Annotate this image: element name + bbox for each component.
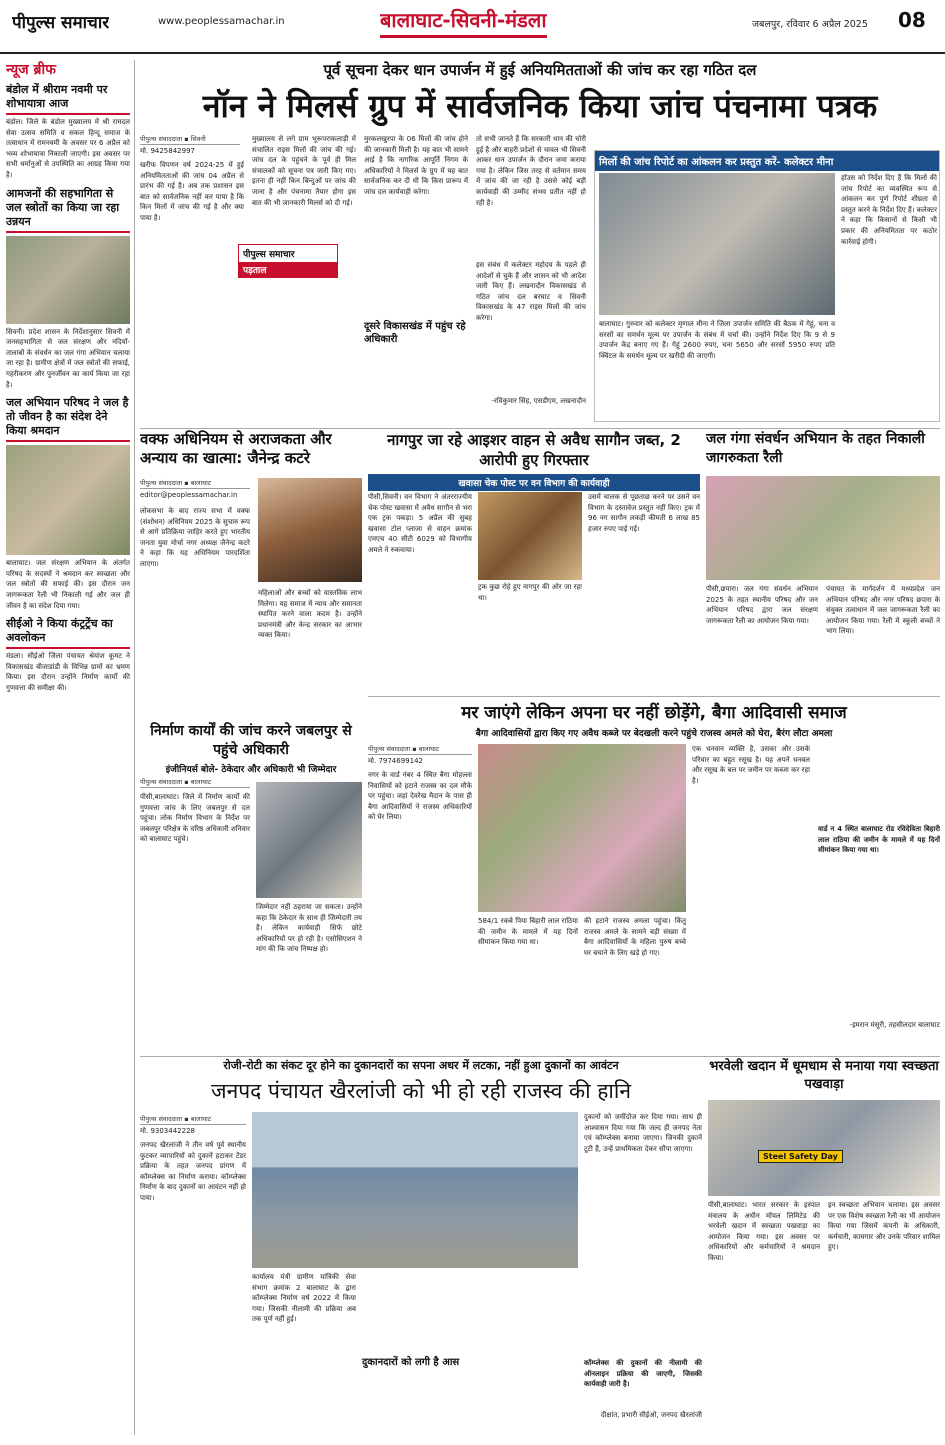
baiga-subhead: बैगा आदिवासियों द्वारा किए गए अवैध कब्जे पर बेदखली करने पहुंचे राजस्व अमले को घेरा, बैरंग लौटा अमला bbox=[475, 729, 833, 739]
section-title: बालाघाट-सिवनी-मंडला bbox=[380, 6, 547, 38]
kherlanji-headline: जनपद पंचायत खैरलांजी को भी हो रही राजस्व की हानि bbox=[211, 1079, 631, 1103]
lead-headline: नॉन ने मिलर्स ग्रुप में सार्वजनिक किया जांच पंचनामा पत्रक bbox=[202, 87, 878, 125]
jalganga-headline: जल गंगा संवर्धन अभियान के तहत निकाली जागरुकता रैली bbox=[706, 431, 925, 466]
protest-crowd-photo bbox=[478, 744, 686, 912]
inspection-subhead: इंजीनियर्स बोले- ठेकेदार और अधिकारी भी जिम्मेदार bbox=[165, 765, 337, 775]
lead-quote: इस संबंध में कलेक्टर महोदय के पहले ही आदेशों से चुके हैं और शासन को भी आदेश जारी किए हैं। लखनादौन विकासखंड से गठित जांच दल बरघाट व सिवनी विकासखंड के 47 राइस मिलों की जांच करेगा। bbox=[476, 261, 586, 322]
jalganga-body-2: पंचायत के मार्गदर्शन में मध्यप्रदेश जन अभियान परिषद और नगर परिषद छपारा के संयुक्त तत्वाधान में जल जागरूकता रैली का आयोजन किया गया। रैली में स्कूली बच्चों ने भाग लिया। bbox=[826, 585, 940, 636]
portrait-photo bbox=[258, 478, 362, 582]
lead-col-3: मुरकलखुरपा के 06 मिलों की जांच होने की जानकारी मिली है। यह बात भी सामने आई है कि नागरिक आपूर्ति निगम के अधिकारियों ने मिलर्स के ग्रुप में यह बात सार्वजनिक कर दी थी कि किस प्रारूप में जांच दल कार्यवाही करेगा। bbox=[364, 135, 468, 196]
investigation-logo-sub: पड़ताल bbox=[239, 262, 337, 277]
news-brief-column bbox=[6, 60, 130, 1435]
masthead bbox=[0, 0, 945, 54]
baiga-phone: मो. 7974699142 bbox=[368, 757, 423, 765]
jalganga-story bbox=[706, 430, 940, 692]
baiga-body-3: एक धनवान व्यक्ति है, उसका और उसके परिवार का बहुत रसूख है। यह अपने धनबल और रसूख के बल पर जमीन पर कब्जा कर रहा है। bbox=[692, 745, 810, 785]
waqf-headline: वक्फ अधिनियम से अराजकता और अन्याय का खात्मा: जैनेन्द्र कटरे bbox=[140, 430, 332, 467]
shop-complex-photo bbox=[252, 1112, 578, 1268]
collector-right-text: हॉउस को निर्देश दिए हैं कि मिलों की जांच रिपोर्ट का व्यवस्थित रूप से आंकलन कर पूर्ण रिपोर्ट शीघ्रता से प्रस्तुत करने के निर्देश दिए हैं। कलेक्टर ने कहा कि किसानों से किसी भी प्रकार की अनियमितता पर कठोर कार्रवाई होगी। bbox=[841, 174, 937, 246]
brand-logo: पीपुल्स समाचार bbox=[12, 13, 110, 33]
kherlanji-subhead: दुकानदारों को लगी है आस bbox=[362, 1357, 460, 1368]
waqf-body-2: महिलाओं और बच्चों को वास्तविक लाभ मिलेगा। यह समाज में न्याय और समानता स्थापित करने वाला कदम है। उन्होंने प्रधानमंत्री और केन्द्र सरकार का आभार व्यक्त किया। bbox=[258, 589, 362, 640]
waqf-email: editor@peoplessamachar.in bbox=[140, 491, 238, 499]
waqf-body-1: लोकसभा के बाद राज्य सभा में वक्फ (संशोधन) अधिनियम 2025 के सुचारु रूप से आगे प्रतिक्रिया जाहिर करते हुए भारतीय जनता युवा मोर्चा नगर अध्यक्ष जैनेन्द्र कटरे ने कहा कि यह अधिनियम पारदर्शिता लाएगा। bbox=[140, 507, 250, 568]
baiga-headline: मर जाएंगे लेकिन अपना घर नहीं छोड़ेंगे, बैगा आदिवासी समाज bbox=[461, 703, 847, 723]
teak-headline: नागपुर जा रहे आइशर वाहन से अवैध सागौन जब्त, 2 आरोपी हुए गिरफ्तार bbox=[387, 431, 681, 469]
kherlanji-byline: पीपुल्स संवाददाता ▪ बालाघाट bbox=[140, 1114, 246, 1125]
collector-header: मिलों की जांच रिपोर्ट का आंकलन कर प्रस्तुत करें- कलेक्टर मीना bbox=[595, 151, 939, 171]
collector-box bbox=[594, 150, 940, 422]
kherlanji-phone: मो. 9303442228 bbox=[140, 1127, 195, 1135]
safety-banner: Steel Safety Day bbox=[758, 1150, 843, 1163]
inspection-body-1: पीसी,बालाघाट। जिले में निर्माण कार्यों की गुणवत्ता जांच के लिए जबलपुर से दल पहुंचा। लोक निर्माण विभाग के निर्देश पर जबलपुर परिक्षेत्र के वरिष्ठ अधिकारी शनिवार को बालाघाट पहुंचे। bbox=[140, 793, 250, 844]
lead-subhead: दूसरे विकासखंड में पहुंच रहे अधिकारी bbox=[364, 321, 466, 345]
investigation-logo-text: पीपुल्स समाचार bbox=[243, 250, 295, 260]
lead-quote-credit: -रविकुमार सिंह, एसडीएम, लखनादौन bbox=[491, 397, 586, 405]
baiga-body-1: नगर के वार्ड नंबर 4 स्थित बैगा मोहल्ला निवासियों को हटाने राजस्व का दल मौके पर पहुंचा। जहां देवरेख मैदान के पास ही बैगा आदिवासियों ने राजस्व अधिकारियों को घेर लिया। bbox=[368, 771, 472, 822]
brief-headline: जल अभियान परिषद ने जल है तो जीवन है का संदेश देने किया श्रमदान bbox=[6, 396, 130, 442]
baiga-byline: पीपुल्स संवाददाता ▪ बालाघाट bbox=[368, 744, 472, 755]
kherlanji-body-2: कार्यालय मंत्री ग्रामीण यांत्रिकी सेवा संभाग क्रमांक 2 बालाघाट के द्वारा कॉम्प्लेक्स निर्माण वर्ष 2022 में किया गया। जिसकी नीलामी की प्रक्रिया अब तक पूर्ण नहीं हुई। bbox=[252, 1273, 356, 1324]
brief-body: बालाघाट। जल संरक्षण अभियान के अंतर्गत परिषद के सदस्यों ने श्रमदान कर स्वच्छता और जल स्त्रोतों की सफाई की। इस दौरान जन जागरूकता रैली भी निकाली गई और जल ही जीवन है का संदेश दिया गया। bbox=[6, 559, 130, 610]
lead-phone: मो. 9425842997 bbox=[140, 147, 195, 155]
brief-headline: सीईओ ने किया कंट्रट्रेंच का अवलोकन bbox=[6, 617, 130, 649]
dateline: जबलपुर, रविवार 6 अप्रैल 2025 bbox=[752, 19, 868, 30]
news-brief-tag: न्यूज ब्रीफ bbox=[6, 62, 56, 78]
inspection-story bbox=[140, 722, 362, 1052]
baiga-story bbox=[368, 700, 940, 1052]
baiga-body-2: की हटाने राजस्व अमला पहुंचा। किंतु राजस्व अमले के सामने बड़ी संख्या में बैगा आदिवासियों के महिला पुरुष बच्चे घर बचाने के लिए खड़े हो गए। bbox=[584, 917, 686, 957]
swachhata-body-1: पीसी,बालाघाट। भारत सरकार के इस्पात मंत्रालय के अधीन मॉयल लिमिटेड की भरवेली खदान में स्वच्छता पखवाड़ा का आयोजन किया गया। इस अवसर पर अधिकारियों और कर्मचारियों ने श्रमदान किया। bbox=[708, 1201, 820, 1262]
jalganga-body-1: पीसी,छपारा। जल गंगा संवर्धन अभियान 2025 के तहत स्थानीय परिषद और जन अभियान परिषद द्वारा जल संरक्षण जागरूकता रैली का आयोजन किया गया। bbox=[706, 585, 818, 625]
kherlanji-quote-credit: दीक्षांत, प्रभारी सीईओ, जनपद खैरलांजी bbox=[600, 1411, 702, 1419]
baiga-credit: -इमरान मंसूरी, तहसीलदार बालाघाट bbox=[849, 1021, 940, 1029]
lead-col-1: खरीफ विपणन वर्ष 2024-25 में हुई अनियमितताओं की जांच 04 अप्रैल से प्रारंभ की गई है। अब तक प्रशासन इस बात को सार्वजनिक नहीं कर पाया है कि किन मिलों में जांच की गई है और क्या पाया है। bbox=[140, 161, 244, 222]
website: www.peoplessamachar.in bbox=[158, 16, 285, 27]
baiga-caption: 584/1 रकबे पिया बिहारी लाल राठिया की जमीन के मामले में यह दिनों सीमांकन किया गया था। bbox=[478, 917, 578, 947]
swachhata-story bbox=[708, 1058, 940, 1438]
teak-body-2: उसमें चालक से पूछताछ करने पर उसने वन विभाग के दस्तावेज प्रस्तुत नहीं किए। ट्रक में 96 नग सागौन लकड़ी कीमती 6 लाख 85 हजार रुपए पाई गई। bbox=[588, 493, 700, 533]
kherlanji-story bbox=[140, 1058, 702, 1438]
seized-timber-photo bbox=[478, 492, 582, 580]
lead-col-4: तो सभी जानते हैं कि सरकारी धान की चोरी हुई है और बाहरी प्रदेशों से चावल भी सिवनी आकर धान उपार्जन के दौरान जमा कराया गया है। लेकिन जिस तरह से वर्तमान समय में जांच की जा रही है उससे कोई बड़ी कार्यवाही की उम्मीद संभव प्रतीत नहीं हो रही है। bbox=[476, 135, 586, 207]
inspection-body-2: जिम्मेदार नहीं ठहराया जा सकता। उन्होंने कहा कि ठेकेदार के साथ ही जिम्मेदारी तय है। लेकिन कार्यवाही सिर्फ छोटे अधिकारियों पर हो रही है। एसोसिएशन ने मांग की कि जांच निष्पक्ष हो। bbox=[256, 903, 362, 954]
baiga-side-note: वार्ड न 4 स्थित बालाघाट रोड रविदेविता बिहारी लाल राठिया की जमीन के मामले में यह दिनों सीमांकन किया गया था। bbox=[818, 825, 940, 855]
kherlanji-body-1: जनपद खैरलांजी ने तीन वर्ष पूर्व स्थानीय फुटकर व्यापारियों को दुकानें हटाकर टेंडर प्रक्रिया के तहत जनपद प्रांगण में कॉम्प्लेक्स का निर्माण कराया। कॉम्प्लेक्स निर्माण के बाद दुकानों का आवंटन नहीं हो पाया। bbox=[140, 1141, 246, 1202]
lead-story bbox=[140, 134, 590, 424]
page-number: 08 bbox=[898, 8, 926, 32]
brief-body: मंडला। सीईओ जिला पंचायत श्रेयांश कूमट ने विकासखंड बीजाडांडी के विभिन्न ग्रामों का भ्रमण किया। इस दौरान उन्होंने निर्माण कार्यों की गुणवत्ता की समीक्षा की। bbox=[6, 652, 130, 692]
lead-byline: पीपुल्स संवाददाता ▪ सिवनी bbox=[140, 134, 240, 145]
inspection-photo bbox=[256, 782, 362, 898]
teak-caption: ट्रक कुछ रोहे हुए नागपुर की ओर जा रहा था। bbox=[478, 583, 582, 602]
waqf-byline: पीपुल्स संवाददाता ▪ बालाघाट bbox=[140, 478, 250, 489]
swachhata-body-2: इन स्वच्छता अभियान चलाया। इस अवसर पर एक विशेष स्वच्छता रैली का भी आयोजन किया गया जिसमें कंपनी के अधिकारी, कर्मचारी, कामगार और उनके परिवार शामिल हुए। bbox=[828, 1201, 940, 1252]
kherlanji-body-3: दुकानों को जमींदोज कर दिया गया। साथ ही आश्वासन दिया गया कि जल्द ही जनपद नेता एवं कॉम्प्लेक्स बनाया जाएगा। जिनकी दुकानें टूटी हैं, उन्हें प्राथमिकता देकर सौंपा जाएगा। bbox=[584, 1113, 702, 1153]
inspection-byline: पीपुल्स संवाददाता ▪ बालाघाट bbox=[140, 777, 250, 788]
kherlanji-kicker: रोजी-रोटी का संकट दूर होने का दुकानदारों का सपना अधर में लटका, नहीं हुआ दुकानों का आवंटन bbox=[223, 1059, 619, 1072]
teak-story bbox=[368, 430, 700, 692]
safety-day-photo bbox=[708, 1100, 940, 1196]
swachhata-headline: भरवेली खदान में धूमधाम से मनाया गया स्वच्छता पखवाड़ा bbox=[709, 1059, 939, 1092]
brief-photo bbox=[6, 236, 130, 324]
teak-subhead: खवासा चेक पोस्ट पर वन विभाग की कार्यवाही bbox=[368, 474, 700, 491]
kherlanji-quote: कॉम्प्लेक्स की दुकानों की नीलामी की ऑनलाइन प्रक्रिया की जाएगी, जिसकी कार्यवाही जारी है। bbox=[584, 1359, 702, 1389]
meeting-photo bbox=[599, 173, 835, 315]
brief-body: बंडोल। जिले के बंडोल मुख्यालय में श्री रामदल सेवा उत्सव समिति व सकल हिन्दू समाज के तत्वाधान में रामनवमी के अवसर पर 6 अप्रैल को भव्य शोभायात्रा निकाली जाएगी। इस अवसर पर सभी धर्मानुओं से उपस्थिति का आग्रह किया गया है। bbox=[6, 118, 130, 179]
brief-body: सिवनी। प्रदेश शासन के निर्देशानुसार सिवनी में जनसहभागिता से जल संरक्षण और नदियों-तालाबों के संवर्धन का जल गंगा अभियान चलाया जा रहा है। ग्रामीण क्षेत्रों में जल स्त्रोतों की सफाई, गहरीकरण और पुनर्जीवन का कार्य किया जा रहा है। bbox=[6, 327, 130, 389]
lead-kicker: पूर्व सूचना देकर धान उपार्जन में हुई अनियमितताओं की जांच कर रहा गठित दल bbox=[323, 61, 757, 79]
collector-caption: बालाघाट। गुरुवार को कलेक्टर मृणाल मीना ने जिला उपार्जन समिति की बैठक में गेहूं, चना व सरसों का समर्थन मूल्य पर उपार्जन के संबंध में चर्चा की। उन्होंने निर्देश दिए कि 9 से 9 उपार्जन केंद्र बनाए गए हैं। गेहूं 2600 रुपए, चना 5650 और सरसों 5950 रुपए प्रति क्विंटल के समर्थन मूल्य पर खरीदी की जाएगी। bbox=[599, 320, 835, 360]
inspection-headline: निर्माण कार्यों की जांच करने जबलपुर से पहुंचे अधिकारी bbox=[150, 723, 352, 758]
teak-body-1: पीसी,सिवनी। वन विभाग ने अंतरराज्यीय चेक पोस्ट खवासा में अवैध सागौन से भरा एक ट्रक पकड़ा। 5 अप्रैल की सुबह खवासा टोल प्लाजा से वाहन क्रमांक एमएच 40 सीटी 6029 को विभागीय अमले ने रुकवाया। bbox=[368, 493, 472, 554]
brief-headline: बंडोल में श्रीराम नवमी पर शोभायात्रा आज bbox=[6, 83, 130, 115]
brief-headline: आमजनों की सहभागिता से जल स्त्रोतों का किया जा रहा उन्नयन bbox=[6, 187, 130, 233]
brief-photo bbox=[6, 445, 130, 555]
rally-photo bbox=[706, 476, 940, 580]
lead-col-2: मुख्यालय से लगे ग्राम भूरूपराकलाड़ी में संचालित राइस मिलों की जांच की गई। जांच दल के पहुंचने के पूर्व ही मिल संचालकों को सूचना पत्र जारी किए गए। इतना ही नहीं किन बिन्दुओं पर जांच की जाना है और पंचनामा तैयार होगा इस बात की भी जानकारी मिलर्स को दी गई। bbox=[252, 135, 356, 207]
